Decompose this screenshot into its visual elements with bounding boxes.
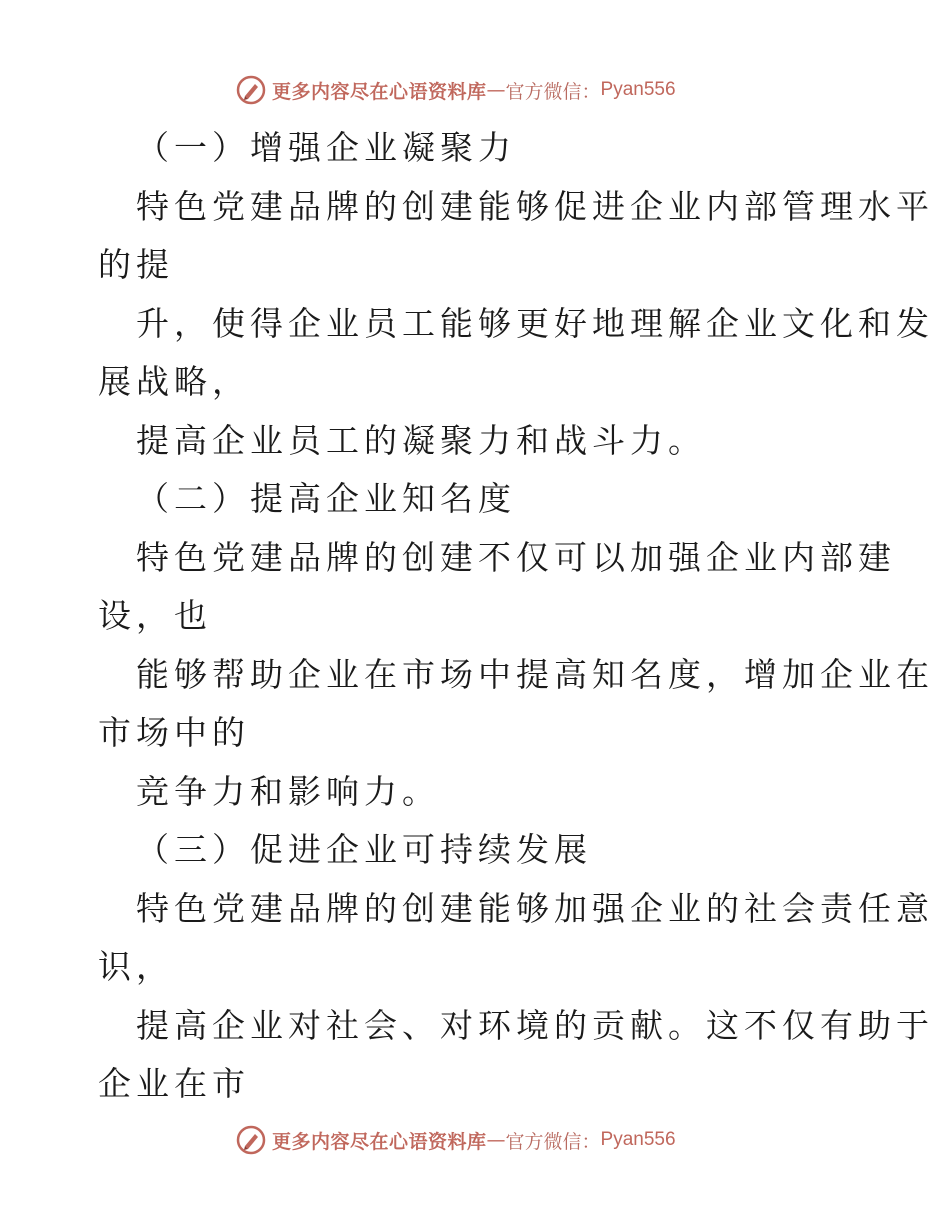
section-heading-1: （一）增强企业凝聚力: [136, 128, 516, 167]
watermark-wechat-id: Pyan556: [600, 1129, 676, 1150]
pen-logo-icon: [236, 75, 266, 105]
watermark-dash: —: [486, 79, 506, 101]
paragraph-line: 识，: [98, 947, 174, 986]
watermark-label: 官方微信：: [505, 1130, 601, 1153]
paragraph-line: 市场中的: [98, 713, 250, 752]
paragraph-line: 特色党建品牌的创建不仅可以加强企业内部建: [136, 538, 896, 577]
watermark-text: 更多内容尽在心语资料库: [272, 80, 487, 103]
paragraph-line: 特色党建品牌的创建能够加强企业的社会责任意: [136, 889, 934, 928]
paragraph-line: 能够帮助企业在市场中提高知名度，增加企业在: [136, 655, 934, 694]
paragraph-line: 企业在市: [98, 1064, 250, 1103]
watermark-dash: —: [486, 1129, 506, 1151]
watermark-wechat-id: Pyan556: [600, 79, 676, 100]
paragraph-line: 竞争力和影响力。: [136, 772, 440, 811]
paragraph-line: 设，也: [98, 596, 212, 635]
paragraph-line: 的提: [98, 245, 174, 284]
paragraph-line: 提高企业员工的凝聚力和战斗力。: [136, 421, 706, 460]
header-watermark: [236, 73, 676, 107]
paragraph-line: 展战略，: [98, 362, 250, 401]
section-heading-3: （三）促进企业可持续发展: [136, 830, 592, 869]
footer-watermark: [236, 1123, 676, 1157]
watermark-label: 官方微信：: [505, 80, 601, 103]
paragraph-line: 升，使得企业员工能够更好地理解企业文化和发: [136, 304, 934, 343]
paragraph-line: 提高企业对社会、对环境的贡献。这不仅有助于: [136, 1006, 934, 1045]
watermark-text: 更多内容尽在心语资料库: [272, 1130, 487, 1153]
section-heading-2: （二）提高企业知名度: [136, 479, 516, 518]
paragraph-line: 特色党建品牌的创建能够促进企业内部管理水平: [136, 187, 934, 226]
pen-logo-icon: [236, 1125, 266, 1155]
